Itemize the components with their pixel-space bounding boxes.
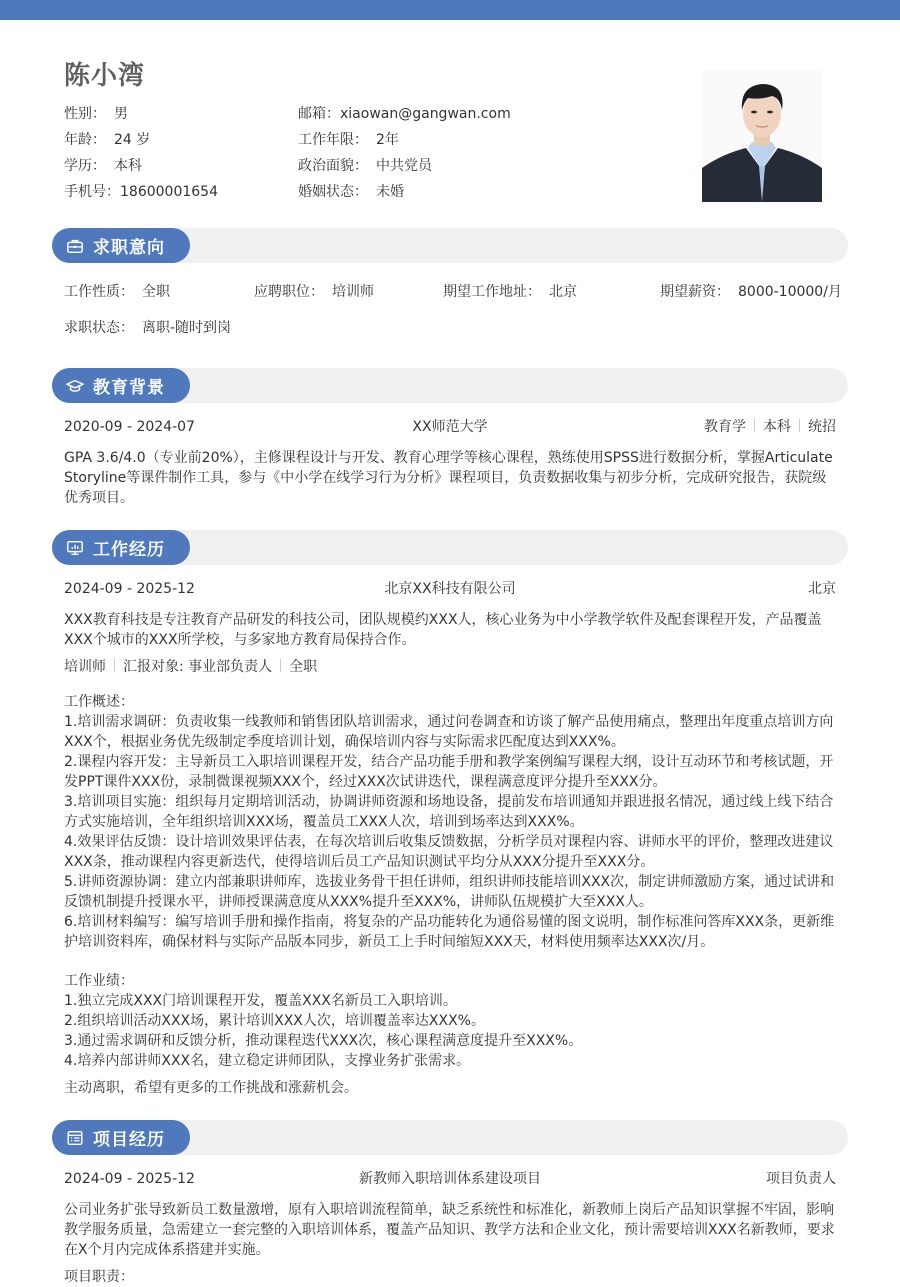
political-status-value: 中共党员 [376, 158, 432, 174]
work-overview-item: 5.讲师资源协调：建立内部兼职讲师库，选拔业务骨干担任讲师，组织讲师技能培训XXX次，制定讲师激励方案，通过试讲和反馈机制提升授课水平，讲师授课满意度从XXX%提升至XXX%，讲师队伍规模扩大至XXX人。 [64, 874, 835, 910]
job-title: 培训师 [64, 659, 106, 675]
expected-salary-label: 期望薪资： [660, 284, 730, 300]
leave-reason [64, 1078, 836, 1098]
project-period: 2024-09 - 2025-12 [64, 1171, 195, 1187]
section-header-project [52, 1120, 848, 1155]
reports-to: 汇报对象: 事业部负责人 [123, 659, 273, 675]
portrait-icon [702, 70, 822, 202]
gender-label: 性别： [64, 106, 106, 122]
marital-status-label: 婚姻状态： [298, 184, 368, 200]
info-row [64, 104, 684, 130]
graduation-cap-icon [66, 377, 84, 395]
section-header-work [52, 530, 848, 565]
company-intro [64, 610, 836, 650]
project-background [64, 1200, 836, 1260]
work-overview [64, 692, 836, 952]
target-location-label: 期望工作地址： [443, 284, 541, 300]
top-accent-bar [0, 0, 900, 20]
section-header-intent [52, 228, 848, 263]
separator [280, 659, 281, 672]
section-title: 工作经历 [93, 540, 165, 560]
expected-salary [660, 282, 842, 302]
school-name: XX师范大学 [412, 419, 488, 435]
project-name: 新教师入职培训体系建设项目 [359, 1171, 541, 1187]
separator [799, 419, 800, 432]
work-location: 北京 [808, 581, 836, 597]
work-years-label: 工作年限： [298, 132, 368, 148]
gender-value: 男 [114, 106, 128, 122]
degree-label: 学历： [64, 158, 106, 174]
profile-info-grid [64, 104, 684, 208]
leave-reason-text: 主动离职，希望有更多的工作挑战和涨薪机会。 [64, 1080, 358, 1096]
work-entry-header [64, 579, 836, 599]
work-achievement-item: 4.培养内部讲师XXX名，建立稳定讲师团队，支撑业务扩张需求。 [64, 1053, 471, 1069]
education-entry-header [64, 417, 836, 437]
work-period: 2024-09 - 2025-12 [64, 581, 195, 597]
job-status-label: 求职状态： [64, 320, 134, 336]
section-pill [52, 1120, 190, 1155]
work-overview-item: 6.培训材料编写：编写培训手册和操作指南，将复杂的产品功能转化为通俗易懂的图文说明，制作标准问答库XXX条，更新维护培训资料库，确保材料与实际产品版本同步，新员工上手时间缩短XXX天，材料使用频率达XXX次/月。 [64, 914, 835, 950]
work-overview-item: 3.培训项目实施：组织每月定期培训活动，协调讲师资源和场地设备，提前发布培训通知并跟进报名情况，通过线上线下结合方式实施培训，全年组织培训XXX场，覆盖员工XXX人次，培训到场率达到XXX%。 [64, 794, 834, 830]
work-overview-item: 4.效果评估反馈：设计培训效果评估表，在每次培训后收集反馈数据，分析学员对课程内容、讲师水平的评价，整理改进建议XXX条，推动课程内容更新迭代，使得培训后员工产品知识测试平均分从XXX分提升至XXX分。 [64, 834, 834, 870]
info-row [64, 156, 684, 182]
company-name: 北京XX科技有限公司 [384, 581, 516, 597]
work-overview-item: 2.课程内容开发：主导新员工入职培训课程开发，结合产品功能手册和教学案例编写课程大纲，设计互动环节和考核试题，开发PPT课件XXX份，录制微课视频XXX个，经过XXX次试讲迭代，课程满意度评分提升至XXX分。 [64, 754, 834, 790]
section-pill [52, 368, 190, 403]
job-status-value: 离职-随时到岗 [142, 320, 232, 336]
project-duties [64, 1267, 836, 1287]
section-pill [52, 228, 190, 263]
enrollment-type: 统招 [808, 419, 836, 435]
email-label: 邮箱： [298, 106, 340, 122]
work-years-value: 2年 [376, 132, 399, 148]
list-icon [66, 1129, 84, 1147]
employment-type: 全职 [289, 659, 318, 675]
separator [754, 419, 755, 432]
project-background-text: 公司业务扩张导致新员工数量激增，原有入职培训流程简单，缺乏系统性和标准化，新教师上岗后产品知识掌握不牢固，影响教学服务质量，急需建立一套完整的入职培训体系，覆盖产品知识、教学方法和企业文化，预计需要培训XXX名新教师，要求在X个月内完成体系搭建并实施。 [64, 1202, 835, 1258]
target-position-value: 培训师 [332, 284, 374, 300]
target-position-label: 应聘职位： [254, 284, 324, 300]
education-tags [704, 417, 836, 437]
major: 教育学 [704, 419, 746, 435]
section-header-education [52, 368, 848, 403]
target-location-value: 北京 [549, 284, 577, 300]
degree-value: 本科 [114, 158, 142, 174]
project-entry-header [64, 1169, 836, 1189]
degree: 本科 [763, 419, 791, 435]
profile-photo [702, 70, 822, 202]
work-tags [64, 657, 836, 677]
job-type-label: 工作性质： [64, 284, 134, 300]
phone-label: 手机号： [64, 184, 120, 200]
political-status-label: 政治面貌： [298, 158, 368, 174]
project-duties-title: 项目职责： [64, 1269, 134, 1285]
info-row [64, 130, 684, 156]
target-position [254, 282, 374, 302]
marital-status-value: 未婚 [376, 184, 404, 200]
work-achievements-title: 工作业绩： [64, 973, 134, 989]
work-overview-title: 工作概述： [64, 694, 134, 710]
job-status-row [64, 318, 844, 338]
work-achievement-item: 3.通过需求调研和反馈分析，推动课程迭代XXX次，核心课程满意度提升至XXX%。 [64, 1033, 583, 1049]
education-description-text: GPA 3.6/4.0（专业前20%），主修课程设计与开发、教育心理学等核心课程，熟练使用SPSS进行数据分析，掌握Articulate Storyline等课件制作工具，参与《中小学在线学习行为分析》课程项目，负责数据收集与初步分析，完成研究报告，获院级优秀项目。 [64, 450, 833, 506]
company-intro-text: XXX教育科技是专注教育产品研发的科技公司，团队规模约XXX人，核心业务为中小学教学软件及配套课程开发，产品覆盖XXX个城市的XXX所学校，与多家地方教育局保持合作。 [64, 612, 822, 648]
section-title: 教育背景 [93, 378, 165, 398]
work-achievements [64, 971, 836, 1071]
age-label: 年龄： [64, 132, 106, 148]
job-intent-row [64, 282, 844, 302]
section-title: 项目经历 [93, 1130, 165, 1150]
education-description [64, 448, 836, 508]
monitor-chart-icon [66, 539, 84, 557]
work-achievement-item: 2.组织培训活动XXX场，累计培训XXX人次，培训覆盖率达XXX%。 [64, 1013, 485, 1029]
section-title: 求职意向 [93, 238, 165, 258]
age-value: 24 岁 [114, 132, 151, 148]
candidate-name: 陈小湾 [64, 61, 146, 91]
phone-value: 18600001654 [120, 184, 218, 200]
email-value: xiaowan@gangwan.com [340, 106, 511, 122]
work-overview-item: 1.培训需求调研：负责收集一线教师和销售团队培训需求，通过问卷调查和访谈了解产品使用痛点，整理出年度重点培训方向XXX个，根据业务优先级制定季度培训计划，确保培训内容与实际需求匹配度达到XXX%。 [64, 714, 834, 750]
info-row [64, 182, 684, 208]
work-achievement-item: 1.独立完成XXX门培训课程开发，覆盖XXX名新员工入职培训。 [64, 993, 457, 1009]
job-type [64, 282, 170, 302]
section-pill [52, 530, 190, 565]
education-period: 2020-09 - 2024-07 [64, 419, 195, 435]
job-type-value: 全职 [142, 284, 170, 300]
expected-salary-value: 8000-10000/月 [738, 284, 842, 300]
project-role: 项目负责人 [766, 1171, 836, 1187]
job-status [64, 318, 231, 338]
target-location [443, 282, 577, 302]
separator [114, 659, 115, 672]
briefcase-icon [66, 237, 84, 255]
